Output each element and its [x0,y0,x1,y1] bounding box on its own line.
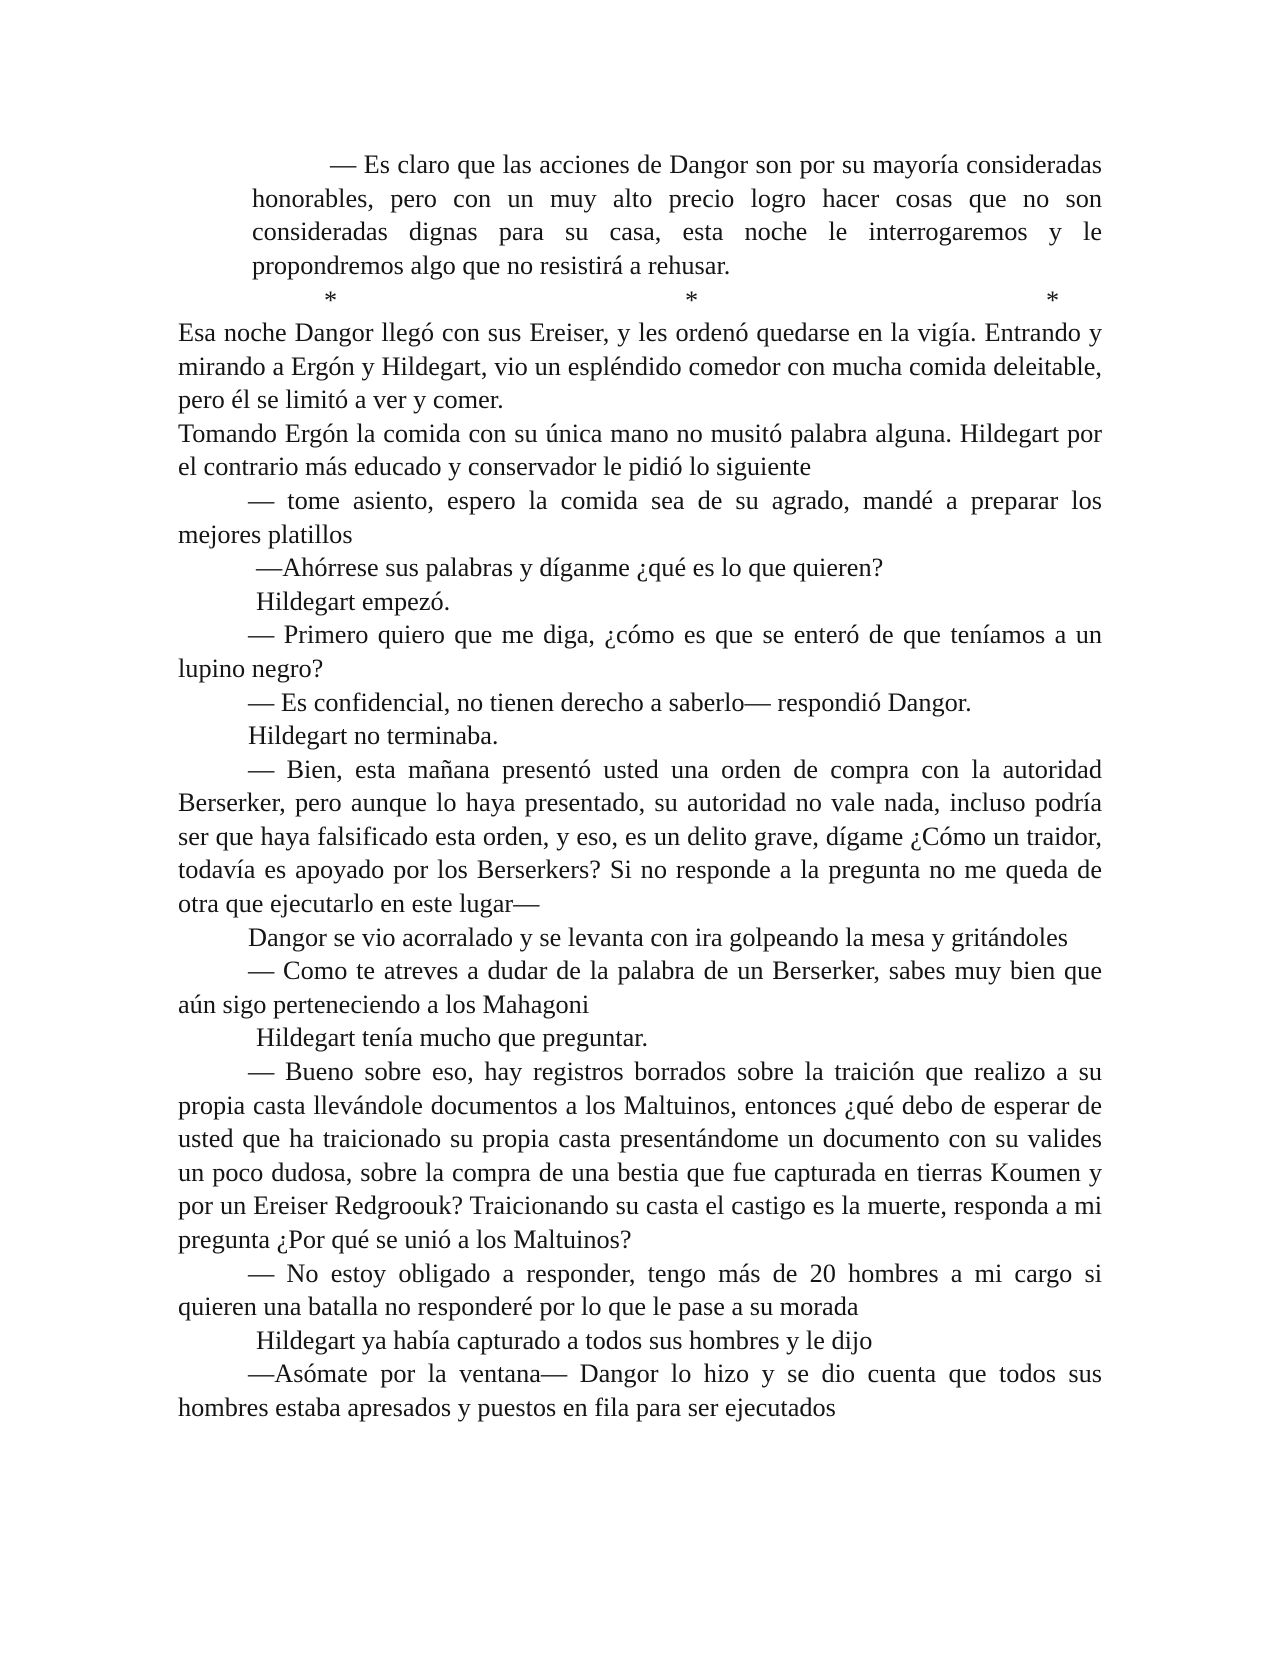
dialogue-line: — tome asiento, espero la comida sea de su agrado, mandé a preparar los mejores platillos [178,485,1102,549]
narration-line: Hildegart no terminaba. [248,721,499,751]
paragraph: Esa noche Dangor llegó con sus Ereiser, y les ordenó quedarse en la vigía. Entrando y mirando a Ergón y Hildegart, vio un espléndido comedor con mucha comida deleitable, pero él se limitó a ver y comer. [178,317,1102,415]
narration-line: Hildegart ya había capturado a todos sus hombres y le dijo [256,1325,873,1355]
dialogue-line: — Primero quiero que me diga, ¿cómo es que se enteró de que teníamos a un lupino negro? [178,620,1102,683]
dialogue-line: — Como te atreves a dudar de la palabra de un Berserker, sabes muy bien que aún sigo perteneciendo a los Mahagoni [178,956,1102,1019]
dialogue-line: — Bueno sobre eso, hay registros borrados sobre la traición que realizo a su propia casta llevándole documentos a los Maltuinos, entonces ¿qué debo de esperar de usted que ha traicionado su propia casta presentándome un documento con su valides un poco dudosa, sobre la compra de una bestia que fue capturada en tierras Koumen y por un Ereiser Redgroouk? Traicionando su casta el castigo es la muerte, responda a mi pregunta ¿Por qué se unió a los Maltuinos? [178,1057,1102,1254]
paragraph: Tomando Ergón la comida con su única mano no musitó palabra alguna. Hildegart por el contrario más educado y conservador le pidió lo siguiente [178,418,1102,482]
narration-line: Dangor se vio acorralado y se levanta con ira golpeando la mesa y gritándoles [248,922,1069,952]
body-text [178,148,1102,1425]
dialogue-line: — No estoy obligado a responder, tengo más de 20 hombres a mi cargo si quieren una batalla no responderé por lo que le pase a su morada [178,1258,1102,1322]
dialogue-line: —Asómate por la ventana— Dangor lo hizo y se dio cuenta que todos sus hombres estaba apresados y puestos en fila para ser ejecutados [178,1359,1102,1422]
dialogue-line: —Ahórrese sus palabras y díganme ¿qué es lo que quieren? [256,553,884,583]
narration-line: Hildegart empezó. [256,586,451,616]
scene-break [178,282,1102,316]
paragraph-quote: — Es claro que las acciones de Dangor son por su mayoría consideradas honorables, pero con un muy alto precio logro hacer cosas que no son consideradas dignas para su casa, esta noche le interrogaremos y le propondremos algo que no resistirá a rehusar. [252,150,1102,280]
dialogue-line: — Es confidencial, no tienen derecho a saberlo— respondió Dangor. [248,687,972,717]
separator-asterisk: * [324,286,338,316]
separator-asterisk: * [1046,286,1060,316]
narration-line: Hildegart tenía mucho que preguntar. [256,1023,649,1053]
dialogue-line: — Bien, esta mañana presentó usted una orden de compra con la autoridad Berserker, pero aunque lo haya presentado, su autoridad no vale nada, incluso podría ser que haya falsificado esta orden, y eso, es un delito grave, dígame ¿Cómo un traidor, todavía es apoyado por los Berserkers? Si no responde a la pregunta no me queda de otra que ejecutarlo en este lugar— [178,754,1102,919]
separator-asterisk: * [685,286,699,316]
